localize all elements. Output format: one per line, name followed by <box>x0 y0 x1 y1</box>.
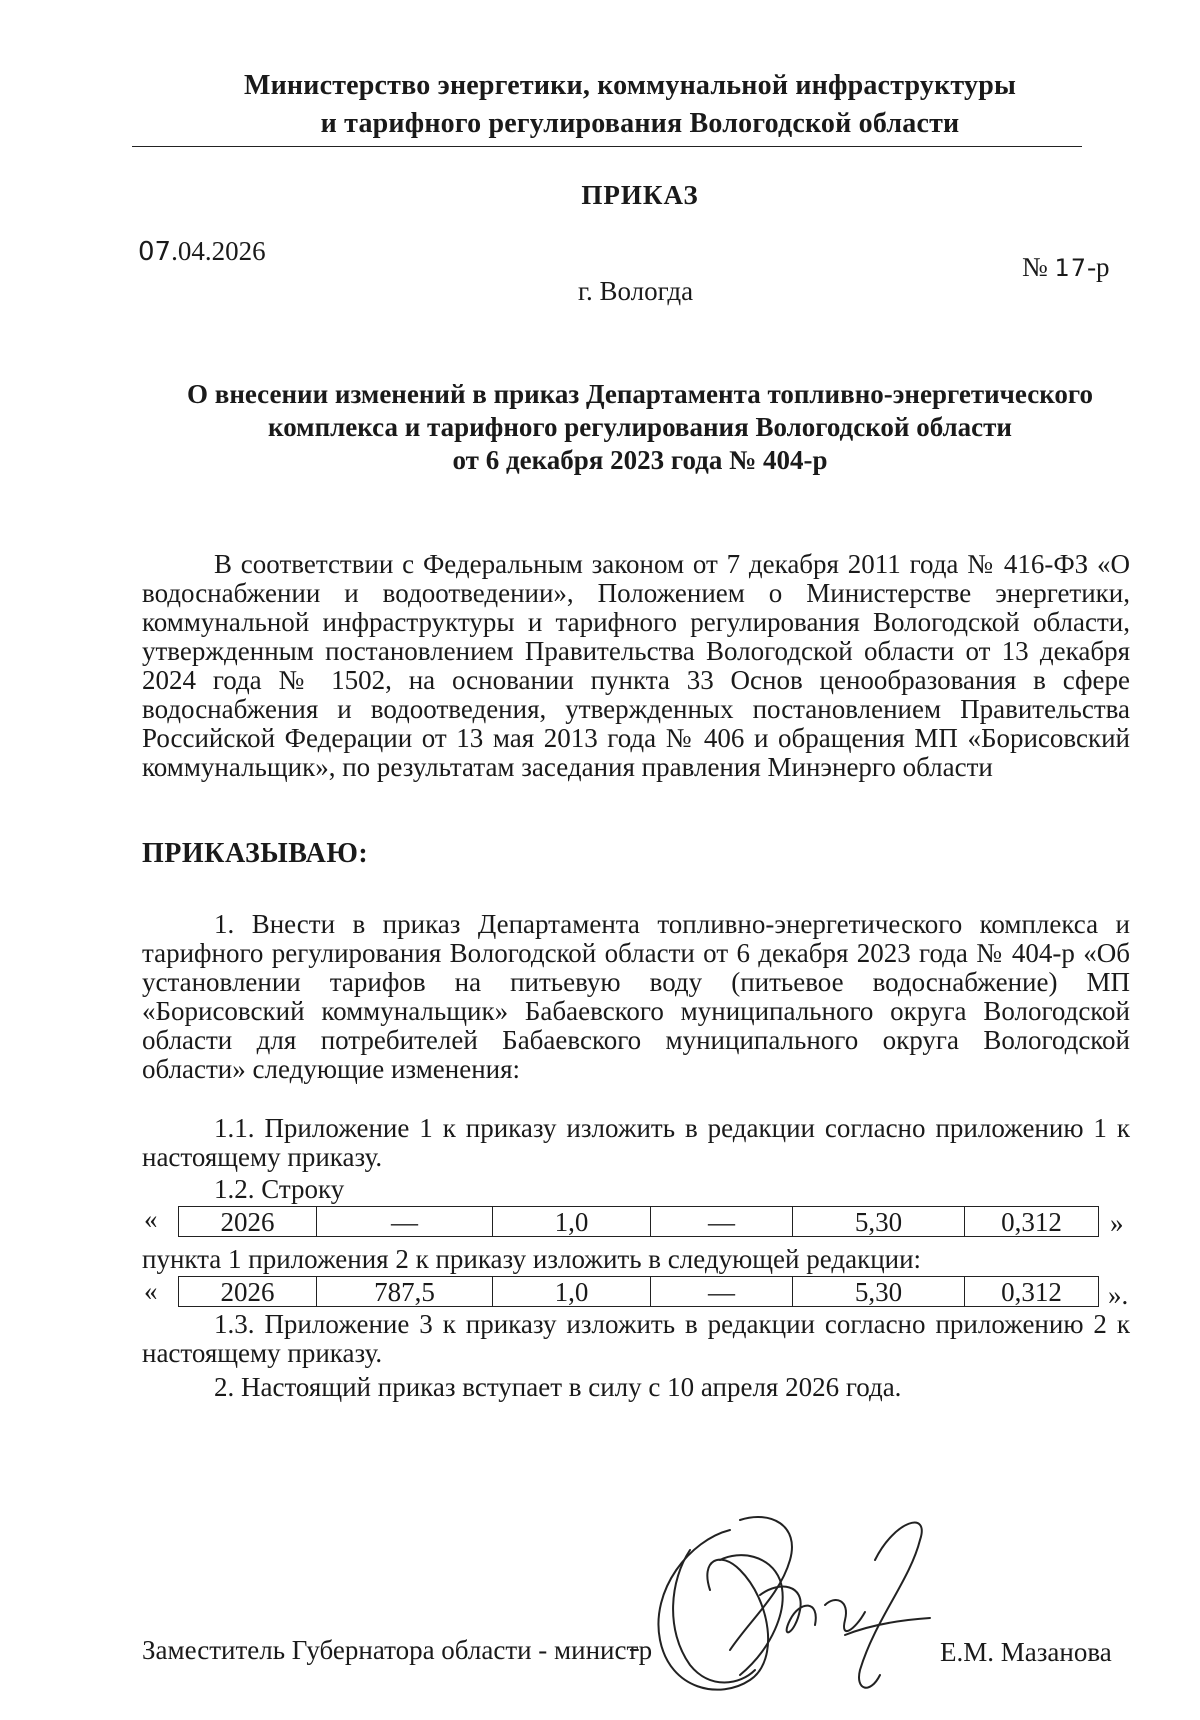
quote-open-2: « <box>144 1276 158 1306</box>
org-name-line1: Министерство энергетики, коммунальной инфраструктуры <box>243 70 1017 101</box>
number-prefix: № <box>1022 252 1055 282</box>
table-cell: — <box>651 1277 793 1307</box>
subject-line3: от 6 декабря 2023 года № 404-р <box>452 445 828 475</box>
table-cell: 787,5 <box>317 1277 493 1307</box>
table-cell: 1,0 <box>493 1277 651 1307</box>
header-rule <box>132 146 1082 147</box>
signatory-title: Заместитель Губернатора области - министр <box>142 1635 653 1665</box>
table-cell: 5,30 <box>793 1277 965 1307</box>
quote-close-2: ». <box>1108 1280 1129 1310</box>
table-cell: 5,30 <box>793 1207 965 1237</box>
subject-line2: комплекса и тарифного регулирования Вологодской области <box>268 412 1012 442</box>
table-cell: 2026 <box>179 1277 317 1307</box>
date-rest: .04.2026 <box>171 236 266 266</box>
item-1-paragraph: 1. Внести в приказ Департамента топливно-энергетического комплекса и тарифного регулирования Вологодской области от 6 декабря 2023 года № 404-р «Об установлении тарифов на питьевую воду (питьевое водоснабжение) МП «Борисовский коммунальщик» Бабаевского муниципального округа Вологодской области для потребителей Бабаевского муниципального округа Вологодской области» следующие изменения: <box>142 909 1130 1084</box>
handwritten-signature <box>630 1500 950 1710</box>
org-name-line2: и тарифного регулирования Вологодской области <box>320 108 960 139</box>
date-day-handwritten: 07 <box>138 237 172 267</box>
item-1-1-paragraph: 1.1. Приложение 1 к приказу изложить в редакции согласно приложению 1 к настоящему приказу. <box>142 1113 1130 1172</box>
table-cell: — <box>317 1207 493 1237</box>
quote-close-1: » <box>1110 1208 1124 1238</box>
table-cell: — <box>651 1207 793 1237</box>
number-suffix: -р <box>1087 252 1110 282</box>
number-handwritten: 17 <box>1054 254 1088 282</box>
document-type: ПРИКАЗ <box>581 180 699 210</box>
table-cell: 0,312 <box>965 1207 1099 1237</box>
signatory-name: Е.М. Мазанова <box>940 1637 1112 1667</box>
table-row <box>179 1277 1099 1307</box>
between-rows-text: пункта 1 приложения 2 к приказу изложить в следующей редакции: <box>142 1244 922 1274</box>
subject-line1: О внесении изменений в приказ Департамента топливно-энергетического <box>186 379 1093 409</box>
table-cell: 0,312 <box>965 1277 1099 1307</box>
order-word: ПРИКАЗЫВАЮ: <box>142 838 369 869</box>
item-1-3-paragraph: 1.3. Приложение 3 к приказу изложить в редакции согласно приложению 2 к настоящему приказу. <box>142 1309 1130 1368</box>
preamble-paragraph: В соответствии с Федеральным законом от 7 декабря 2011 года № 416-ФЗ «О водоснабжении и водоотведении», Положением о Министерстве энергетики, коммунальной инфраструктуры и тарифного регулирования Вологодской области, утвержденным постановлением Правительства Вологодской области от 13 декабря 2024 года № 1502, на основании пункта 33 Основ ценообразования в сфере водоснабжения и водоотведения, утвержденных постановлением Правительства Российской Федерации от 13 мая 2013 года № 406 и обращения МП «Борисовский коммунальщик», по результатам заседания правления Минэнерго области <box>142 549 1130 782</box>
item-2-paragraph: 2. Настоящий приказ вступает в силу с 10 апреля 2026 года. <box>214 1372 902 1402</box>
table-cell: 2026 <box>179 1207 317 1237</box>
document-subject <box>140 378 1140 477</box>
quote-open-1: « <box>144 1204 158 1234</box>
tariff-row-new <box>178 1276 1099 1307</box>
tariff-row-old <box>178 1206 1099 1237</box>
document-city: г. Вологда <box>578 276 694 306</box>
table-cell: 1,0 <box>493 1207 651 1237</box>
document-date <box>138 236 266 267</box>
document-number <box>1022 252 1110 283</box>
item-1-2-paragraph: 1.2. Строку <box>214 1174 345 1204</box>
table-row <box>179 1207 1099 1237</box>
